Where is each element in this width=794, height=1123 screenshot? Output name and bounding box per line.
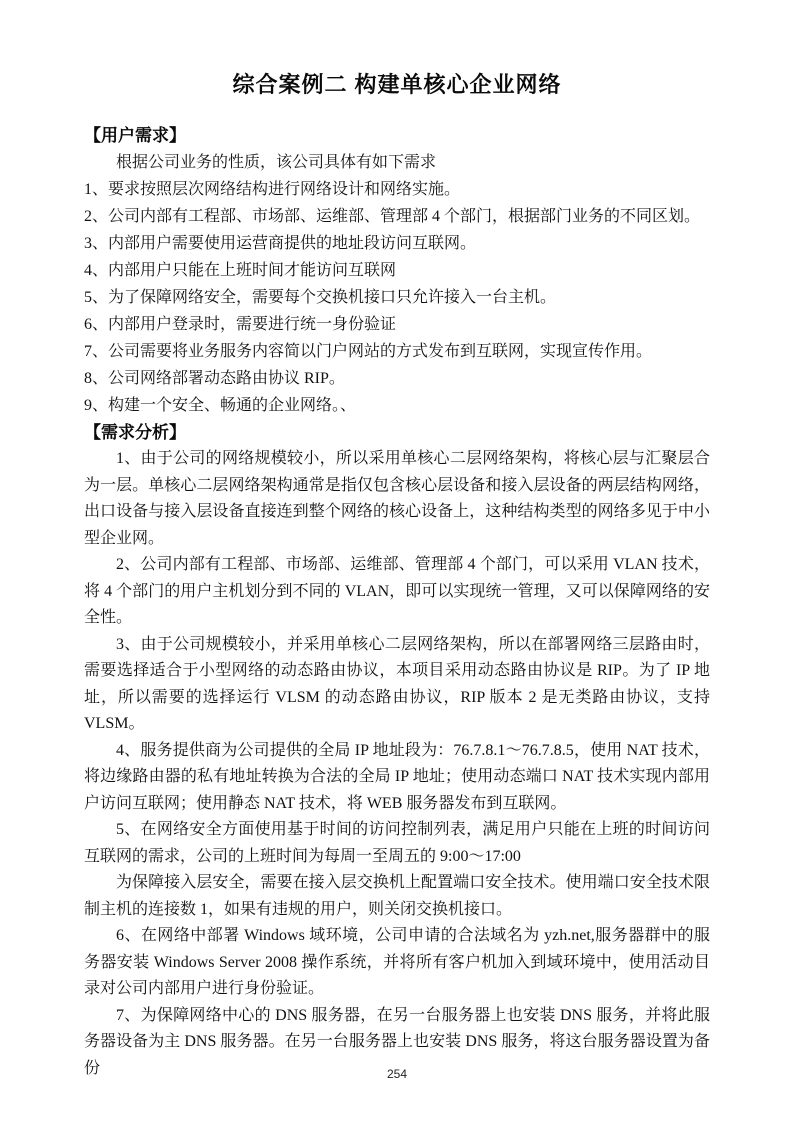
- requirement-item-3: 3、内部用户需要使用运营商提供的地址段访问互联网。: [84, 235, 477, 252]
- requirement-item-4: 4、内部用户只能在上班时间才能访问互联网: [84, 262, 397, 279]
- requirement-item-2: 2、公司内部有工程部、市场部、运维部、管理部 4 个部门，根据部门业务的不同区划。: [84, 208, 701, 225]
- page-number: 254: [386, 1067, 408, 1081]
- analysis-paragraph-3: 3、由于公司规模较小，并采用单核心二层网络架构，所以在部署网络三层路由时，需要选择适合于小型网络的动态路由协议，本项目采用动态路由协议是 RIP。为了 IP 地址，所以需要的选择运行 VLSM 的动态路由协议，RIP 版本 2 是无类路由协议，支持 VLSM。: [84, 635, 710, 732]
- requirement-item-8: 8、公司网络部署动态路由协议 RIP。: [84, 370, 345, 387]
- analysis-paragraph-6: 为保障接入层安全，需要在接入层交换机上配置端口安全技术。使用端口安全技术限制主机的连接数 1，如果有违规的用户，则关闭交换机接口。: [84, 874, 710, 918]
- analysis-paragraph-7: 6、在网络中部署 Windows 域环境，公司申请的合法域名为 yzh.net,服务器群中的服务器安装 Windows Server 2008 操作系统，并将所有客户机加入到域环境中，使用活动目录对公司内部用户进行身份验证。: [84, 927, 710, 997]
- analysis-paragraph-5: 5、在网络安全方面使用基于时间的访问控制列表，满足用户只能在上班的时间访问互联网的需求，公司的上班时间为每周一至周五的 9:00～17:00: [84, 821, 710, 865]
- requirement-analysis-heading: 【需求分析】: [84, 423, 186, 442]
- requirement-item-5: 5、为了保障网络安全，需要每个交换机接口只允许接入一台主机。: [84, 289, 557, 306]
- section-requirement-analysis: [84, 419, 710, 1082]
- analysis-paragraph-8: 7、为保障网络中心的 DNS 服务器，在另一台服务器上也安装 DNS 服务，并将此服务器设备为主 DNS 服务器。在另一台服务器上也安装 DNS 服务，将这台服务器设置为备份: [84, 1006, 710, 1077]
- user-requirements-heading: 【用户需求】: [84, 126, 186, 145]
- requirement-item-6: 6、内部用户登录时，需要进行统一身份验证: [84, 316, 397, 333]
- analysis-paragraph-4: 4、服务提供商为公司提供的全局 IP 地址段为：76.7.8.1～76.7.8.5，使用 NAT 技术，将边缘路由器的私有地址转换为合法的全局 IP 地址；使用动态端口 NAT 技术实现内部用户访问互联网；使用静态 NAT 技术，将 WEB 服务器发布到互联网。: [84, 741, 710, 812]
- section-user-requirements: [84, 122, 710, 419]
- analysis-paragraph-1: 1、由于公司的网络规模较小，所以采用单核心二层网络架构，将核心层与汇聚层合为一层。单核心二层网络架构通常是指仅包含核心层设备和接入层设备的两层结构网络，出口设备与接入层设备直接连到整个网络的核心设备上，这种结构类型的网络多见于中小型企业网。: [84, 450, 710, 547]
- analysis-paragraph-2: 2、公司内部有工程部、市场部、运维部、管理部 4 个部门，可以采用 VLAN 技术，将 4 个部门的用户主机划分到不同的 VLAN，即可以实现统一管理，又可以保障网络的安全性。: [84, 556, 710, 626]
- user-requirements-intro: 根据公司业务的性质，该公司具体有如下需求: [116, 154, 437, 171]
- requirement-item-7: 7、公司需要将业务服务内容简以门户网站的方式发布到互联网，实现宣传作用。: [84, 343, 653, 360]
- requirement-item-9: 9、构建一个安全、畅通的企业网络。、: [84, 397, 357, 414]
- page-title: 综合案例二 构建单核心企业网络: [232, 72, 562, 97]
- requirement-item-1: 1、要求按照层次网络结构进行网络设计和网络实施。: [84, 181, 461, 198]
